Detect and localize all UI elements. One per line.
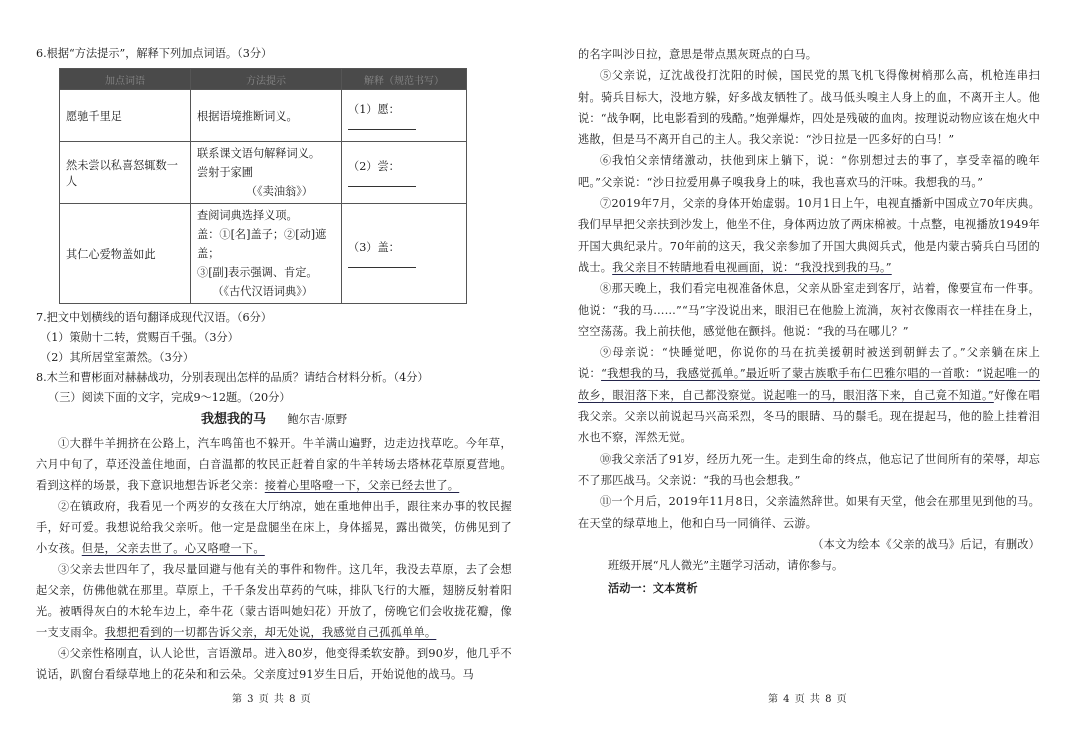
table-cell-tip [191, 142, 342, 204]
right-page [540, 0, 1080, 744]
table-row [60, 90, 467, 142]
answer-label: （2）尝： [348, 160, 400, 173]
table-row [60, 142, 467, 204]
paragraph-2 [36, 496, 512, 559]
article-heading [36, 409, 512, 431]
tip-line: ③[副]表示强调、肯定。 [197, 266, 318, 279]
paragraph-1 [36, 433, 512, 496]
tip-line: 盖：①[名]盖子；②[动]遮盖； [197, 228, 327, 260]
tip-source: （《卖油翁》） [245, 185, 313, 198]
article-title: 我想我的马 [200, 412, 266, 427]
table-cell-tip [191, 90, 342, 142]
paragraph-text: ⑨母亲说：“快睡觉吧，你说你的马在抗美援朝时被送到朝鲜去了。”父亲躺在床上说： [578, 346, 1040, 381]
question-7-1: （1）策勋十二转，赏赐百千强。（3分） [40, 331, 239, 344]
table-cell-word: 愿驰千里足 [60, 90, 191, 142]
tip-line: 联系课文语句解释词义。 [197, 147, 321, 160]
answer-blank[interactable] [348, 257, 416, 268]
answer-blank[interactable] [348, 119, 416, 130]
paragraph-text: ①大群牛羊拥挤在公路上，汽车鸣笛也不躲开。牛羊满山遍野，边走边找草吃。今年草，六月中旬了，草还没盖住地面，白音温都的牧民正赶着自家的牛羊转场去塔林花草原夏营地。看到这样的场景，我下意识地想告诉老父亲： [36, 437, 512, 492]
tip-line: 尝射于家圃 [197, 166, 253, 179]
activity-one-heading: 活动一：文本赏析 [608, 581, 698, 596]
paragraph-8: ⑧那天晚上，我们看完电视准备休息，父亲从卧室走到客厅，站着，像要宣布一件事。他说：“我的马……”“马”字没说出来，眼泪已在他脸上流淌，灰衬衣像雨衣一样挂在身上，空空荡荡。我上前扶他，感觉他在颤抖。他说：“我的马在哪儿？” [578, 282, 1040, 338]
article-author: 鲍尔吉·原野 [287, 413, 348, 426]
paragraph-11: ⑪一个月后，2019年11月8日，父亲溘然辞世。如果有天堂，他会在那里见到他的马。在天堂的绿草地上，他和白马一同徜徉、云游。 [578, 495, 1040, 530]
tip-line: 查阅词典选择义项。 [197, 209, 298, 222]
answer-label: （3）盖： [348, 241, 400, 254]
underlined-sentence: 接着心里咯噔一下，父亲已经去世了。 [264, 479, 460, 492]
paragraph-5: ⑤父亲说，辽沈战役打沈阳的时候，国民党的黑飞机飞得像树梢那么高，机枪连串扫射。骑兵目标大，没地方躲，好多战友牺牲了。战马低头嗅主人身上的血，不离开主人。他说：“战争啊，比电影看到的残酷。”炮弹爆炸，四处是残破的血肉。按理说动物应该在炮火中逃散，但是马不离开自己的主人。我父亲说：“沙日拉是一匹多好的白马！” [578, 69, 1040, 147]
table-cell-tip [191, 204, 342, 304]
underlined-sentence: 我父亲目不转睛地看电视画面，说：“我没找到我的马。” [612, 260, 892, 274]
table-header: 加点词语 [60, 69, 191, 90]
tip-source: （《古代汉语词典》） [212, 285, 313, 298]
table-cell-word: 然未尝以私喜怒辄数一人 [60, 142, 191, 204]
question-7: 7.把文中划横线的语句翻译成现代汉语。（6分） [36, 311, 272, 324]
paragraph-4-continued: 的名字叫沙日拉，意思是带点黑灰斑点的白马。 [578, 48, 818, 61]
table-cell-answer [342, 204, 467, 304]
tip-line: 根据语境推断词义。 [197, 109, 298, 123]
table-header-row [60, 69, 467, 90]
section-3-heading: （三）阅读下面的文字，完成9～12题。（20分） [48, 391, 291, 404]
method-table [59, 68, 467, 304]
paragraph-7 [578, 193, 1040, 278]
paragraph-3 [36, 559, 512, 643]
page-number: 第 4 页 共 8 页 [768, 694, 848, 705]
underlined-sentence: 我想把看到的一切都告诉父亲，却无处说，我感觉自己孤孤单单。 [104, 626, 437, 639]
question-7-2: （2）其所居堂室萧然。（3分） [40, 351, 195, 364]
question-6: 6.根据“方法提示”，解释下列加点词语。（3分） [36, 47, 273, 60]
paragraph-6: ⑥我怕父亲情绪激动，扶他到床上躺下，说：“你别想过去的事了，享受幸福的晚年吧。”父亲说：“沙日拉爱用鼻子嗅我身上的味，我也喜欢马的汗味。我想我的马。” [578, 154, 1040, 189]
paragraph-4: ④父亲性格刚直，认人论世，言语激昂。进入80岁，他变得柔软安静。到90岁，他几乎不说话，趴窗台看绿草地上的花朵和和云朵。父亲度过91岁生日后，开始说他的战马。马 [36, 647, 512, 681]
answer-label: （1）愿： [348, 103, 400, 116]
table-header: 解释（规范书写） [342, 69, 467, 90]
table-cell-answer [342, 142, 467, 204]
paragraph-text: ⑦2019年7月，父亲的身体开始虚弱。10月1日上午，电视直播新中国成立70年庆典。我们早早把父亲扶到沙发上，他坐不住，身体两边放了两床棉被。十点整，电视播放1949年开国大典纪录片。70年前的这天，我父亲参加了开国大典阅兵式，他是内蒙古骑兵白马团的战士。 [578, 197, 1040, 274]
answer-blank[interactable] [348, 176, 416, 187]
table-cell-word: 其仁心爱物盖如此 [60, 204, 191, 304]
question-8: 8.木兰和曹彬面对赫赫战功，分别表现出怎样的品质？请结合材料分析。（4分） [36, 371, 429, 384]
table-row [60, 204, 467, 304]
table-header: 方法提示 [191, 69, 342, 90]
table-cell-answer [342, 90, 467, 142]
paragraph-10: ⑩我父亲活了91岁，经历九死一生。走到生命的终点，他忘记了世间所有的荣辱，却忘不了那匹战马。父亲说：“我的马也会想我。” [578, 452, 1040, 487]
paragraph-text: 好像在唱我父亲。父亲以前说起马兴高采烈，冬马的眼睛、马的鬃毛。现在提起马，他的脸上挂着泪水也不察，浑然无觉。 [578, 388, 1040, 445]
activity-intro: 班级开展“凡人微光”主题学习活动，请你参与。 [608, 559, 844, 573]
underlined-sentence: 但是，父亲去世了。心又咯噔一下。 [81, 542, 265, 555]
paragraph-text: ②在镇政府，我看见一个两岁的女孩在大厅纳凉，她在重地伸出手，跟往来办事的牧民握手，好可爱。我想说给我父亲听。他一定是盘腿坐在床上，身体摇晃，露出微笑，仿佛见到了小女孩。 [36, 500, 512, 555]
underlined-sentence: “我想我的马，我感觉孤单。”最近听了蒙古族歌手布仁巴雅尔唱的一首歌：“说起唯一的故乡，眼泪落下来，自己都没察觉。说起唯一的马，眼泪落下来，自己竟不知道。” [578, 367, 1041, 402]
source-note: （本文为绘本《父亲的战马》后记，有删改） [812, 537, 1040, 551]
paragraph-text: ③父亲去世四年了，我尽量回避与他有关的事件和物件。这几年，我没去草原，去了会想起父亲，仿佛他就在那里。草原上，千千条发出草药的气味，排队飞行的大雁，翅膀反射着阳光。被晒得灰白的木轮车边上，牵牛花（蒙古语叫她妇花）开放了，傍晚它们会收拢花瓣，像一支支雨伞。 [36, 563, 512, 639]
page-number: 第 3 页 共 8 页 [232, 694, 312, 705]
paragraph-9 [578, 342, 1040, 448]
